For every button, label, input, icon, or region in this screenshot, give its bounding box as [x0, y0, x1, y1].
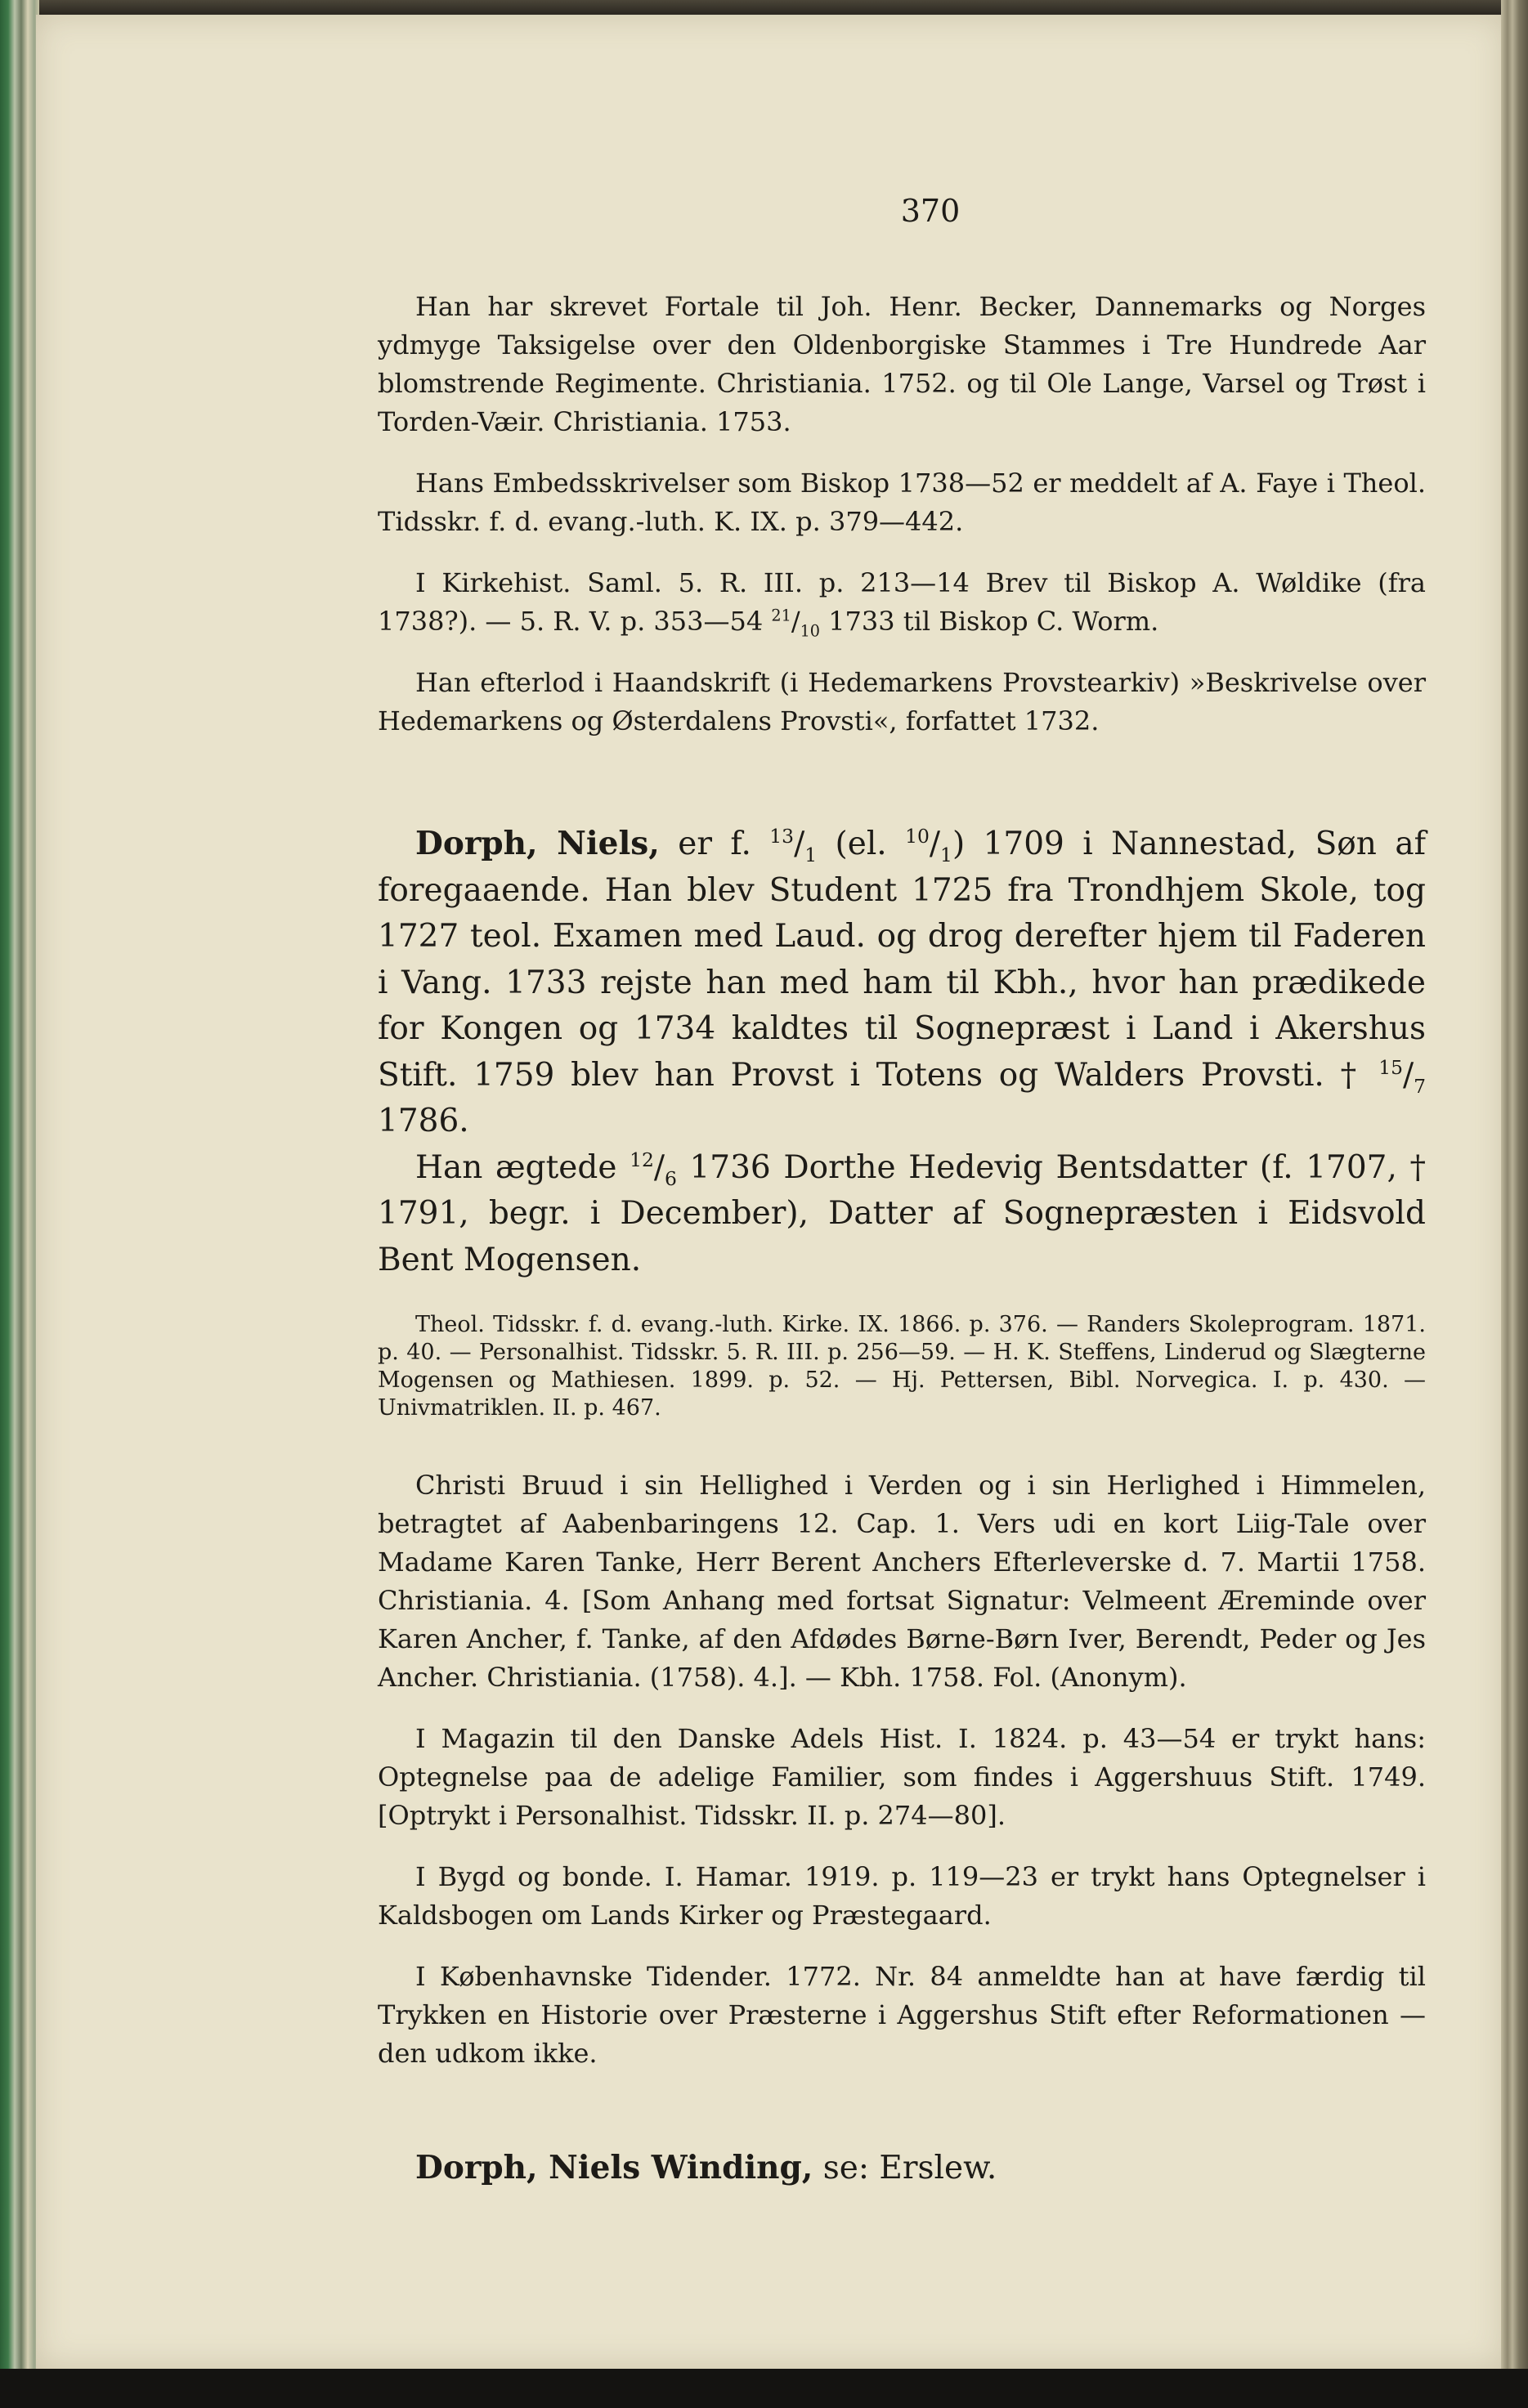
work-paragraph: Christi Bruud i sin Hellighed i Verden og i sin Herlighed i Himmelen, betragtet af Aabenbaringens 12. Cap. 1. Vers udi en kort Liig-Tale over Madame Karen Tanke, Herr Berent Anchers Efterleverske d. 7. Martii 1758. Christiania. 4. [Som Anhang med fortsat Signatur: Velmeent Æreminde over Karen Ancher, f. Tanke, af den Afdødes Børne-Børn Iver, Berendt, Peder og Jes Ancher. Christiania. (1758). 4.]. — Kbh. 1758. Fol. (Anonym). [378, 1470, 1426, 1693]
intro-section [378, 288, 1426, 741]
fraction-den: 6 [664, 1166, 677, 1190]
fraction-num: 10 [905, 825, 930, 848]
fraction-den: 1 [804, 843, 818, 866]
works-section [378, 1466, 1426, 2073]
work-paragraph: I Bygd og bonde. I. Hamar. 1919. p. 119—23 er trykt hans Optegnelser i Kaldsbogen om Lands Kirker og Præstegaard. [378, 1861, 1426, 1931]
page-text [378, 193, 1426, 2191]
fraction-num: 12 [630, 1148, 654, 1171]
entry-text: 1786. [378, 1103, 469, 1139]
entry-paragraph-2: Han ægtede $^{12}/_6$ 1736 Dorthe Hedevig Bentsdatter (f. 1707, † 1791, begr. i December), Datter af Sognepræsten i Eidsvold Bent Mogensen. [378, 1148, 1426, 1278]
entry-heading-name: Dorph, Niels, [415, 825, 660, 862]
cross-ref-text: se: Erslew. [822, 2150, 997, 2186]
book-binding-edge [0, 0, 39, 2408]
intro-paragraph: Hans Embedsskrivelser som Biskop 1738—52 er meddelt af A. Faye i Theol. Tidsskr. f. d. evang.-luth. K. IX. p. 379—442. [378, 468, 1426, 537]
entry-section [378, 821, 1426, 1422]
kirkehist-text: I Kirkehist. Saml. 5. R. III. p. 213—14 Brev til Biskop A. Wøldike (fra 1738?). — 5. R. V. p. 353—54 [378, 567, 1426, 637]
entry-text: ) 1709 i Nannestad, Søn af foregaaende. Han blev Student 1725 fra Trondhjem Skole, tog 1727 teol. Examen med Laud. og drog derefter hjem til Faderen i Vang. 1733 rejste han med ham til Kbh., hvor han prædikede for Kongen og 1734 kaldtes til Sognepræst i Land i Akershus Stift. 1759 blev han Provst i Totens og Walders Provsti. † [378, 826, 1427, 1094]
work-paragraph: I Københavnske Tidender. 1772. Nr. 84 anmeldte han at have færdig til Trykken en Historie over Præsterne i Aggershus Stift efter Reformationen — den udkom ikke. [378, 1961, 1426, 2069]
entry-paragraph-1: Dorph, Niels, er f. $^{13}/_1$ (el. $^{10}/_1$) 1709 i Nannestad, Søn af foregaaende. Han blev Student 1725 fra Trondhjem Skole, tog 1727 teol. Examen med Laud. og drog derefter hjem til Faderen i Vang. 1733 rejste han med ham til Kbh., hvor han prædikede for Kongen og 1734 kaldtes til Sognepræst i Land i Akershus Stift. 1759 blev han Provst i Totens og Walders Provsti. † $^{15}/_7$ 1786. [378, 825, 1427, 1139]
fraction-num: 13 [769, 825, 795, 848]
work-paragraph: I Magazin til den Danske Adels Hist. I. 1824. p. 43—54 er trykt hans: Optegnelse paa de adelige Familier, som findes i Aggershuus Stift. 1749. [Optrykt i Personalhist. Tidsskr. II. p. 274—80]. [378, 1723, 1426, 1831]
entry-text: (el. [835, 826, 887, 862]
fraction-den: 1 [940, 843, 952, 866]
fraction-den: 7 [1414, 1074, 1426, 1098]
intro-paragraph: Han har skrevet Fortale til Joh. Henr. Becker, Dannemarks og Norges ydmyge Taksigelse over den Oldenborgiske Stammes i Tre Hundrede Aar blomstrende Regimente. Christiania. 1752. og til Ole Lange, Varsel og Trøst i Torden-Væir. Christiania. 1753. [378, 291, 1426, 437]
entry-text: 1736 Dorthe Hedevig Bentsdatter (f. 1707, † 1791, begr. i December), Datter af Sognepræsten i Eidsvold Bent Mogensen. [378, 1148, 1426, 1278]
citation-block: Theol. Tidsskr. f. d. evang.-luth. Kirke. IX. 1866. p. 376. — Randers Skoleprogram. 1871. p. 40. — Personalhist. Tidsskr. 5. R. III. p. 256—59. — H. K. Steffens, Linderud og Slægterne Mogensen og Mathiesen. 1899. p. 52. — Hj. Pettersen, Bibl. Norvegica. I. p. 430. — Univmatriklen. II. p. 467. [378, 1312, 1426, 1421]
bottom-edge [0, 2369, 1528, 2408]
cross-reference [378, 2145, 1426, 2191]
date-fraction-num: 21 [771, 606, 791, 625]
fraction-num: 15 [1378, 1055, 1403, 1079]
entry-text: Han ægtede [415, 1148, 617, 1186]
worm-text: 1733 til Biskop C. Worm. [828, 606, 1159, 637]
date-fraction-den: 10 [800, 621, 821, 641]
page-number: 370 [900, 193, 961, 229]
top-edge [0, 0, 1528, 15]
page-leaves-edge [1501, 0, 1528, 2408]
entry-text: er f. [678, 826, 751, 862]
intro-paragraph: Han efterlod i Haandskrift (i Hedemarkens Provstearkiv) »Beskrivelse over Hedemarkens og Østerdalens Provsti«, forfattet 1732. [378, 667, 1426, 736]
cross-ref-name: Dorph, Niels Winding, [415, 2149, 813, 2186]
intro-paragraph: I Kirkehist. Saml. 5. R. III. p. 213—14 Brev til Biskop A. Wøldike (fra 1738?). — 5. R. V. p. 353—54 $^{21}/_{10}$ 1733 til Biskop C. Worm. [378, 567, 1426, 641]
